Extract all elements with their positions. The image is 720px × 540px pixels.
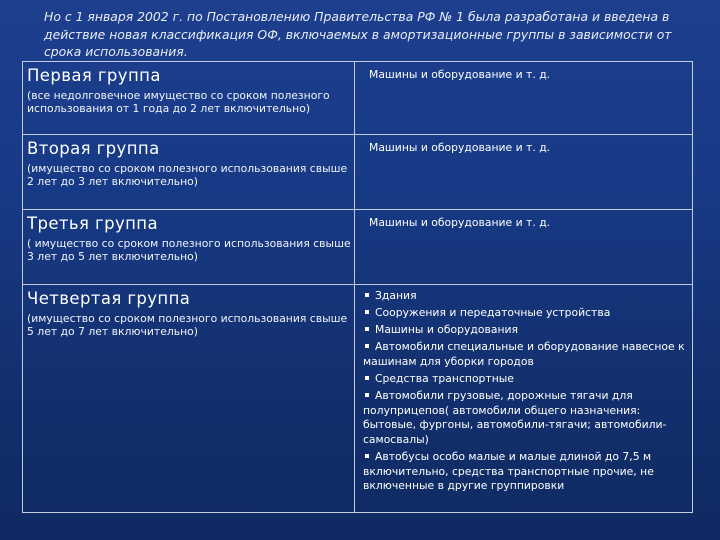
list-item bbox=[363, 372, 688, 387]
list-item-text: Автомобили грузовые, дорожные тягачи для полуприцепов( автомобили общего назначения: бытовые, фургоны, автомобили-тягачи; автомобили-самосвалы) bbox=[363, 389, 667, 446]
group-title: Вторая группа bbox=[27, 139, 160, 158]
list-item-text: Машины и оборудования bbox=[375, 323, 519, 337]
bullet-icon bbox=[365, 310, 369, 314]
bullet-icon bbox=[365, 293, 369, 297]
bullet-icon bbox=[365, 376, 369, 380]
list-item-text: Сооружения и передаточные устройства bbox=[375, 306, 611, 320]
group-description: ( имущество со сроком полезного использования свыше 3 лет до 5 лет включительно) bbox=[27, 237, 351, 264]
group-cell bbox=[23, 62, 355, 135]
group-description: (имущество со сроком полезного использования свыше 2 лет до 3 лет включительно) bbox=[27, 162, 348, 189]
group-examples: Машины и оборудование и т. д. bbox=[369, 141, 551, 154]
bullet-icon bbox=[365, 454, 369, 458]
table-row bbox=[23, 62, 693, 135]
group-title: Четвертая группа bbox=[27, 289, 191, 308]
list-item-text: Автомобили специальные и оборудование навесное к машинам для уборки городов bbox=[363, 340, 685, 368]
examples-cell bbox=[355, 62, 693, 135]
list-item-text: Средства транспортные bbox=[375, 371, 514, 385]
table-row bbox=[23, 285, 693, 513]
list-item bbox=[363, 323, 688, 338]
intro-paragraph: Но с 1 января 2002 г. по Постановлению Правительства РФ № 1 была разработана и введена в действие новая классификация ОФ, включаемых в амортизационные группы в зависимости от срока использования. bbox=[44, 9, 672, 59]
list-item-text: Автобусы особо малые и малые длиной до 7,5 м включительно, средства транспортные прочие, не включенные в другие группировки bbox=[363, 449, 654, 493]
group-title: Первая группа bbox=[27, 66, 161, 85]
list-item bbox=[363, 289, 688, 304]
bullet-icon bbox=[365, 393, 369, 397]
list-item bbox=[363, 306, 688, 321]
group-description: (все недолговечное имущество со сроком полезного использования от 1 года до 2 лет включительно) bbox=[27, 89, 330, 116]
examples-cell bbox=[355, 135, 693, 210]
examples-cell bbox=[355, 210, 693, 285]
list-item bbox=[363, 389, 688, 447]
list-item bbox=[363, 450, 688, 494]
group-examples: Машины и оборудование и т. д. bbox=[369, 68, 551, 81]
group-description: (имущество со сроком полезного использования свыше 5 лет до 7 лет включительно) bbox=[27, 312, 348, 339]
group-title: Третья группа bbox=[27, 214, 159, 233]
table-row bbox=[23, 210, 693, 285]
bullet-icon bbox=[365, 327, 369, 331]
table-row bbox=[23, 135, 693, 210]
group-examples: Машины и оборудование и т. д. bbox=[369, 216, 551, 229]
examples-cell bbox=[355, 285, 693, 513]
groups-table bbox=[22, 61, 693, 513]
examples-list bbox=[363, 289, 688, 494]
group-cell bbox=[23, 285, 355, 513]
list-item bbox=[363, 340, 688, 369]
group-cell bbox=[23, 135, 355, 210]
bullet-icon bbox=[365, 344, 369, 348]
list-item-text: Здания bbox=[375, 289, 417, 302]
group-cell bbox=[23, 210, 355, 285]
